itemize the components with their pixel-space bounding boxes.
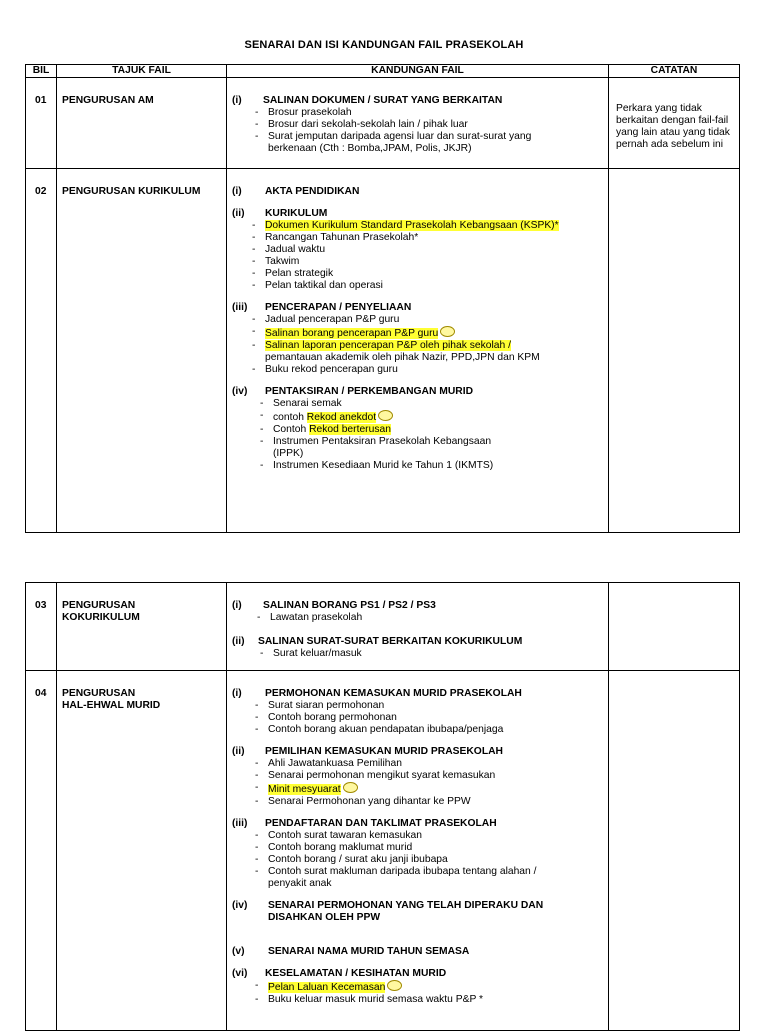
list-item: - Rancangan Tahunan Prasekolah* [229,232,602,244]
list-item [229,220,602,232]
list-item: - Salinan borang pencerapan P&P guru [229,326,602,340]
item-list [232,700,602,736]
item-list [232,830,602,878]
list-item-continuation: (IPPK) [273,448,304,459]
section-heading: (iv) SENARAI PERMOHONAN YANG TELAH DIPERAKU DAN DISAHKAN OLEH PPW [232,900,544,923]
row-catatan [609,169,740,533]
comment-icon[interactable] [387,980,402,991]
section-heading: (ii) KURIKULUM [232,208,328,219]
list-item: - Lawatan prasekolah [229,612,602,624]
section-heading: (ii) PEMILIHAN KEMASUKAN MURID PRASEKOLAH [232,746,503,757]
row-kandungan [227,583,609,671]
item-list [229,220,602,292]
list-item: - Surat siaran permohonan [232,700,602,712]
row-kandungan [227,78,609,169]
row-tajuk: PENGURUSAN AM [57,78,227,169]
highlighted-text: Dokumen Kurikulum Standard Prasekolah Kebangsaan (KSPK)* [265,220,559,231]
row-catatan: Perkara yang tidak berkaitan dengan fail-fail yang lain atau yang tidak pernah ada sebelum ini [609,78,740,169]
table-row [26,671,740,1031]
row-tajuk: PENGURUSAN KURIKULUM [57,169,227,533]
header-kandungan-fail: KANDUNGAN FAIL [227,65,609,78]
list-item: - Buku keluar masuk murid semasa waktu P&P * [232,994,602,1006]
row-catatan [609,583,740,671]
item-list [232,980,602,1006]
list-item-continuation: pemantauan akademik oleh pihak Nazir, PPD,JPN dan KPM [265,352,540,363]
item-list [232,648,602,660]
list-item: - Pelan Laluan Kecemasan [232,980,602,994]
row-kandungan [227,671,609,1031]
comment-icon[interactable] [440,326,455,337]
list-item: - Senarai semak [232,398,602,410]
list-item: - Contoh borang / surat aku janji ibubapa [232,854,602,866]
section-heading: (iii) PENCERAPAN / PENYELIAAN [232,302,412,313]
row-bil: 03 [26,583,57,671]
comment-icon[interactable] [343,782,358,793]
list-item: - Instrumen Kesediaan Murid ke Tahun 1 (IKMTS) [232,460,602,472]
list-item: - Contoh borang akuan pendapatan ibubapa/penjaga [232,724,602,736]
header-catatan: CATATAN [609,65,740,78]
list-item: - Senarai Permohonan yang dihantar ke PPW [232,796,602,808]
list-item: - Pelan strategik [229,268,602,280]
row-tajuk: PENGURUSAN KOKURIKULUM [57,583,227,671]
file-table-2 [25,582,740,1031]
section-heading: (vi) KESELAMATAN / KESIHATAN MURID [232,968,447,979]
table-row [26,78,740,169]
list-item-continuation: penyakit anak [268,878,332,889]
header-bil: BIL [26,65,57,78]
file-table-1 [25,64,740,533]
list-item: - Brosur prasekolah [232,107,602,119]
list-item: - Buku rekod pencerapan guru [229,364,602,376]
list-item: - Contoh Rekod berterusan [232,424,602,436]
item-list [229,314,602,352]
section-heading: (iii) PENDAFTARAN DAN TAKLIMAT PRASEKOLAH [232,818,497,829]
list-item: - Salinan laporan pencerapan P&P oleh pihak sekolah / [229,340,602,352]
list-item: - Surat keluar/masuk [232,648,602,660]
list-item-continuation: berkenaan (Cth : Bomba,JPAM, Polis, JKJR) [268,143,472,154]
header-tajuk-fail: TAJUK FAIL [57,65,227,78]
section-heading: (iv) PENTAKSIRAN / PERKEMBANGAN MURID [232,386,474,397]
list-item: - Contoh borang maklumat murid [232,842,602,854]
row-bil: 02 [26,169,57,533]
row-tajuk: PENGURUSAN HAL-EHWAL MURID [57,671,227,1031]
section-heading: (ii) SALINAN SURAT-SURAT BERKAITAN KOKURIKULUM [232,636,523,647]
list-item: - contoh Rekod anekdot [232,410,602,424]
item-list [229,364,602,376]
list-item: - Minit mesyuarat [232,782,602,796]
table-header-row [26,65,740,78]
section-heading: (v) SENARAI NAMA MURID TAHUN SEMASA [232,946,470,957]
list-item: - Instrumen Pentaksiran Prasekolah Kebangsaan [232,436,602,448]
row-bil: 04 [26,671,57,1031]
section-heading: (i) PERMOHONAN KEMASUKAN MURID PRASEKOLAH [232,688,522,699]
page-title: SENARAI DAN ISI KANDUNGAN FAIL PRASEKOLAH [244,39,524,51]
list-item: - Contoh surat makluman daripada ibubapa tentang alahan / [232,866,602,878]
section-heading: (i) AKTA PENDIDIKAN [232,186,360,197]
comment-icon[interactable] [378,410,393,421]
list-item: - Surat jemputan daripada agensi luar dan surat-surat yang [232,131,602,143]
list-item: - Jadual pencerapan P&P guru [229,314,602,326]
item-list [232,460,602,472]
list-item: - Pelan taktikal dan operasi [229,280,602,292]
list-item: - Brosur dari sekolah-sekolah lain / pihak luar [232,119,602,131]
item-list [229,612,602,624]
list-item: - Contoh borang permohonan [232,712,602,724]
section-heading: (i) SALINAN BORANG PS1 / PS2 / PS3 [232,600,436,611]
row-bil: 01 [26,78,57,169]
item-list [232,758,602,808]
table-row [26,169,740,533]
item-list [232,107,602,143]
row-kandungan [227,169,609,533]
list-item: - Contoh surat tawaran kemasukan [232,830,602,842]
list-item: - Ahli Jawatankuasa Pemilihan [232,758,602,770]
item-list [232,398,602,448]
list-item: - Senarai permohonan mengikut syarat kemasukan [232,770,602,782]
row-catatan [609,671,740,1031]
list-item: - Jadual waktu [229,244,602,256]
list-item: - Takwim [229,256,602,268]
table-row [26,583,740,671]
section-heading: (i) SALINAN DOKUMEN / SURAT YANG BERKAITAN [232,95,503,106]
